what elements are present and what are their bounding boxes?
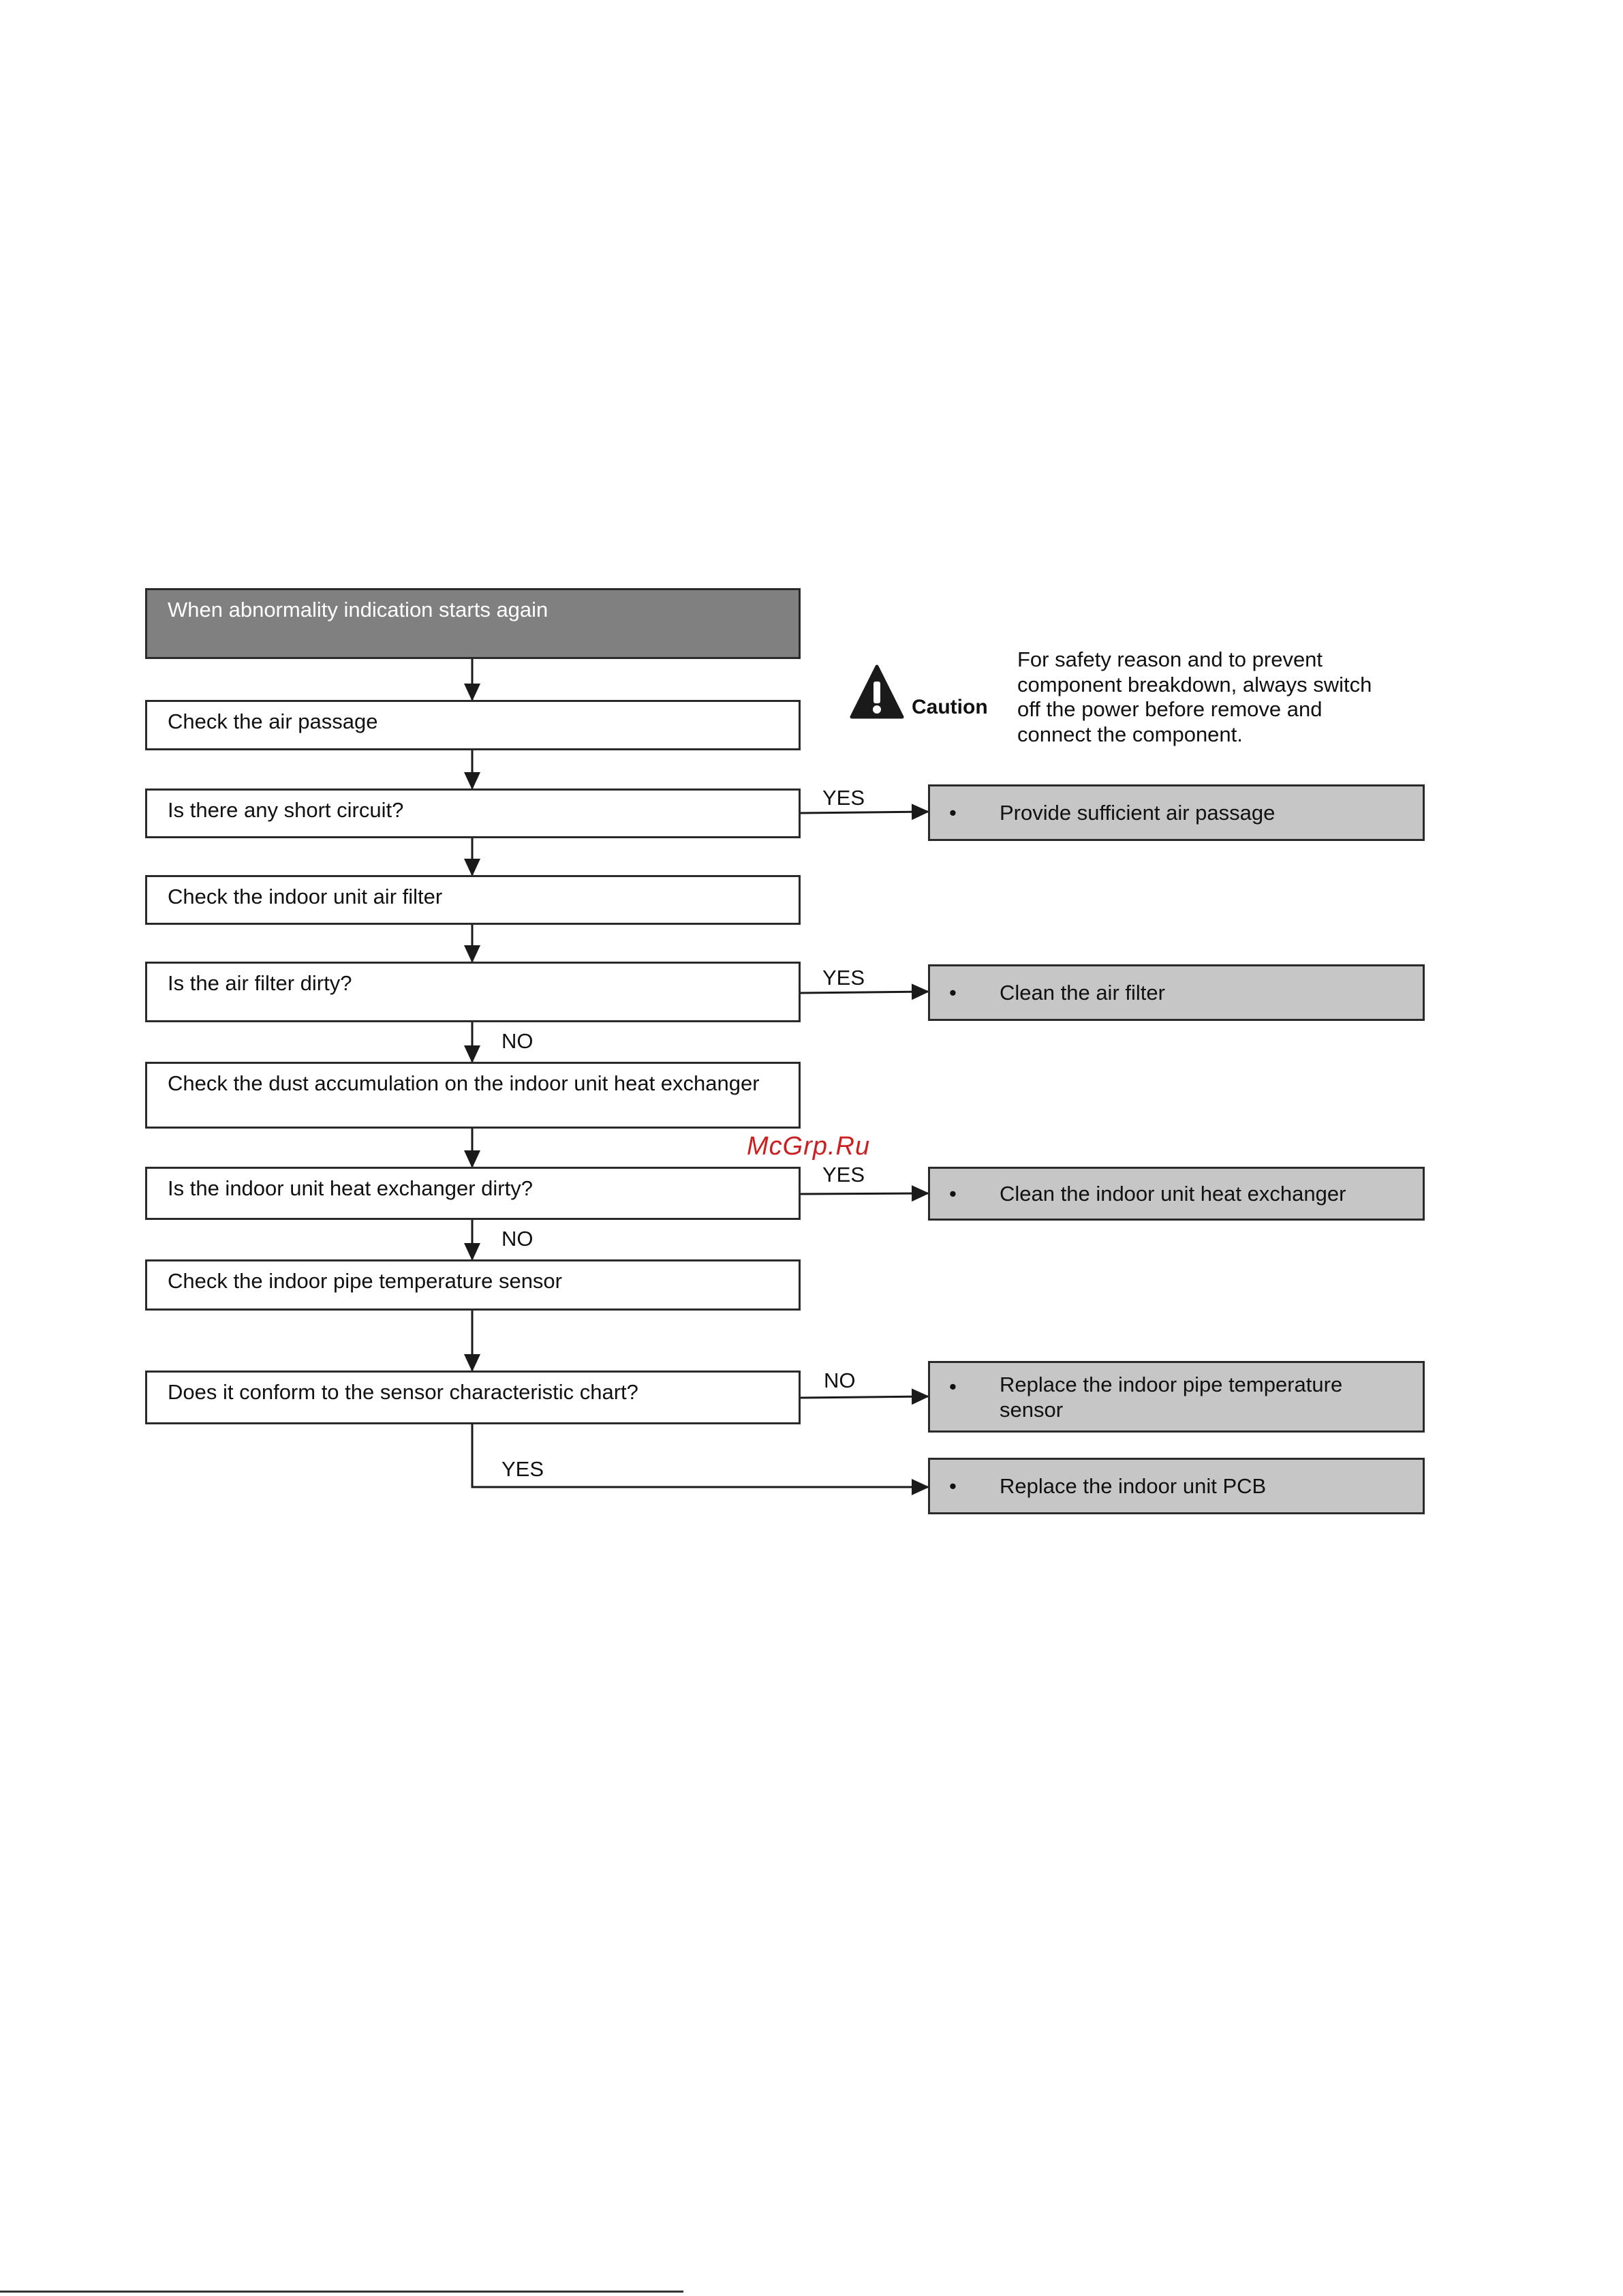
no-label-air-filter: NO: [501, 1029, 534, 1053]
step-sensor-chart-question: [145, 1371, 801, 1424]
step-text: Check the air passage: [168, 709, 378, 733]
action-replace-pcb: [928, 1458, 1425, 1514]
connector-step8-action4: [801, 1396, 928, 1398]
step-check-air-filter: [145, 875, 801, 925]
start-text: When abnormality indication starts again: [168, 598, 548, 622]
caution-line: connect the component.: [1017, 722, 1243, 746]
step-text: Is the indoor unit heat exchanger dirty?: [168, 1176, 533, 1200]
footer-rule: [0, 2291, 683, 2293]
action-provide-air-passage: [928, 784, 1425, 841]
caution-line: component breakdown, always switch: [1017, 672, 1372, 697]
step-text: Check the indoor unit air filter: [168, 885, 443, 908]
bullet: •: [949, 801, 957, 825]
bullet: •: [949, 981, 957, 1005]
step-text: Check the dust accumulation on the indoor unit heat exchanger: [168, 1071, 760, 1095]
step-text: Does it conform to the sensor characteristic chart?: [168, 1380, 638, 1404]
connector-step4-action2: [801, 992, 928, 993]
action-clean-air-filter: [928, 964, 1425, 1021]
step-text: Is the air filter dirty?: [168, 971, 352, 995]
bullet: •: [949, 1474, 957, 1498]
caution-label: Caution: [912, 696, 988, 718]
action-clean-heat-exchanger: [928, 1167, 1425, 1221]
caution-text: [1017, 647, 1372, 747]
action-replace-pipe-sensor: [928, 1361, 1425, 1433]
action-text: Clean the air filter: [1000, 981, 1165, 1005]
caution-line: For safety reason and to prevent: [1017, 647, 1323, 671]
watermark: McGrp.Ru: [747, 1132, 871, 1161]
connector-step6-action3: [801, 1193, 928, 1194]
step-air-filter-dirty-question: [145, 962, 801, 1022]
step-text: Is there any short circuit?: [168, 798, 404, 822]
step-text: Check the indoor pipe temperature sensor: [168, 1269, 562, 1293]
caution-warning-icon: [850, 664, 904, 720]
yes-label-air-filter: YES: [822, 966, 865, 990]
connector-step2-action1: [801, 812, 928, 813]
no-label-heat-exchanger: NO: [501, 1227, 534, 1251]
action-text: Replace the indoor pipe temperature sensor: [1000, 1372, 1343, 1422]
yes-label-sensor-chart: YES: [501, 1457, 544, 1481]
flowchart-start-box: [145, 588, 801, 659]
no-label-sensor-chart: NO: [824, 1368, 856, 1392]
yes-label-heat-exchanger: YES: [822, 1163, 865, 1187]
action-text: Provide sufficient air passage: [1000, 801, 1276, 825]
action-text: Clean the indoor unit heat exchanger: [1000, 1182, 1346, 1206]
bullet: •: [949, 1375, 957, 1398]
step-check-pipe-sensor: [145, 1259, 801, 1311]
bullet: •: [949, 1182, 957, 1206]
step-heat-exchanger-dirty-question: [145, 1167, 801, 1220]
step-check-air-passage: [145, 700, 801, 750]
step-short-circuit-question: [145, 789, 801, 838]
step-check-dust-accumulation: [145, 1062, 801, 1129]
yes-label-short-circuit: YES: [822, 786, 865, 810]
action-text: Replace the indoor unit PCB: [1000, 1474, 1267, 1498]
caution-line: off the power before remove and: [1017, 697, 1323, 721]
